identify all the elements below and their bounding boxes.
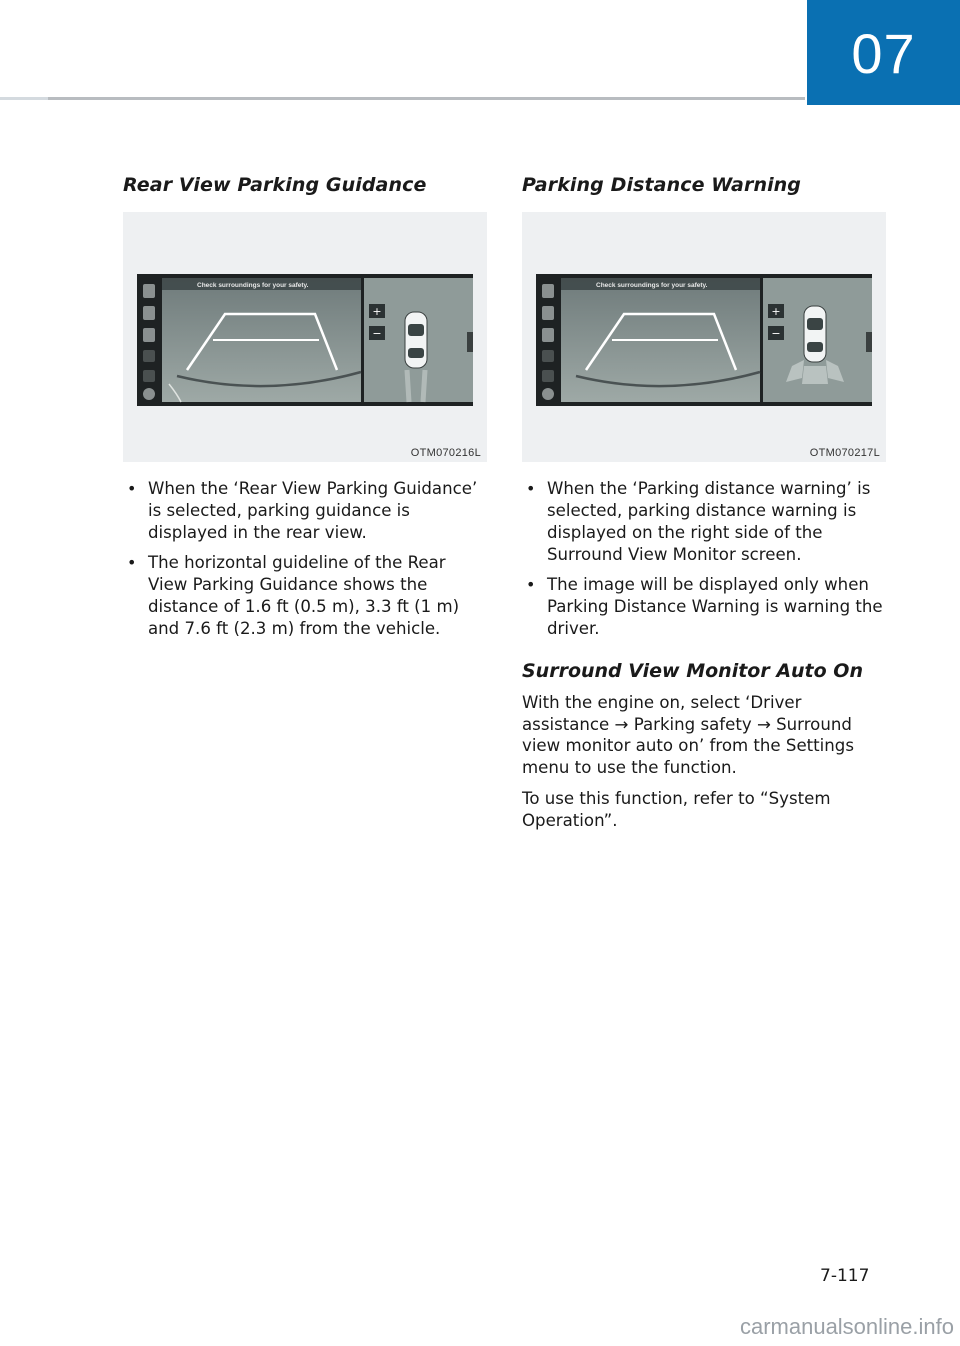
bullet-list [123,478,487,640]
left-column [123,170,487,648]
camera-view-icon [542,350,554,362]
zoom-in-label: + [372,305,382,318]
figure-code: OTM070217L [809,447,880,459]
zoom-out-label: − [771,327,781,340]
page-number: 7-117 [820,1266,870,1286]
figure-code: OTM070216L [410,447,481,459]
list-item: • When the ‘Rear View Parking Guidance’ is selected, parking guidance is displayed in the rear view. [123,478,487,544]
list-item: • The horizontal guideline of the Rear View Parking Guidance shows the distance of 1.6 ft (0.5 m), 3.3 ft (1 m) and 7.6 ft (2.3 m) from the vehicle. [123,552,487,640]
list-item: • The image will be displayed only when Parking Distance Warning is warning the driver. [522,574,886,640]
camera-banner: Check surroundings for your safety. [197,282,309,289]
section-heading-parking-distance-warning: Parking Distance Warning [522,174,802,196]
watermark: carmanualsonline.info [739,1314,954,1339]
camera-view-icon [542,328,554,342]
gear-icon [542,388,554,400]
camera-view-icon [542,284,554,298]
figure-rear-view-parking-guidance [123,212,487,462]
list-item: • When the ‘Parking distance warning’ is selected, parking distance warning is displayed on the right side of the Surround View Monitor screen. [522,478,886,566]
camera-view-icon [143,370,155,382]
zoom-in-label: + [771,305,781,318]
header-rule [0,97,805,100]
camera-view-icon [143,328,155,342]
camera-banner: Check surroundings for your safety. [596,282,708,289]
rear-view-screen-illustration [137,274,473,406]
section-heading-rear-view-parking-guidance: Rear View Parking Guidance [123,174,427,196]
parking-distance-screen-illustration [536,274,872,406]
zoom-out-label: − [372,327,382,340]
camera-view-icon [143,350,155,362]
body-paragraph: To use this function, refer to “System Operation”. [522,789,831,830]
camera-view-icon [143,306,155,320]
car-top-view [405,312,427,368]
section-heading-surround-view-monitor-auto-on: Surround View Monitor Auto On [522,660,863,682]
chapter-tab: 07 [807,0,960,105]
bullet-list [522,478,886,640]
right-column [522,170,886,841]
camera-view-icon [143,284,155,298]
body-paragraph: With the engine on, select ‘Driver assistance → Parking safety → Surround view monitor auto on’ from the Settings menu to use the function. [522,693,854,777]
gear-icon [143,388,155,400]
car-top-view [804,306,826,362]
camera-view-icon [542,306,554,320]
camera-view-icon [542,370,554,382]
figure-parking-distance-warning [522,212,886,462]
